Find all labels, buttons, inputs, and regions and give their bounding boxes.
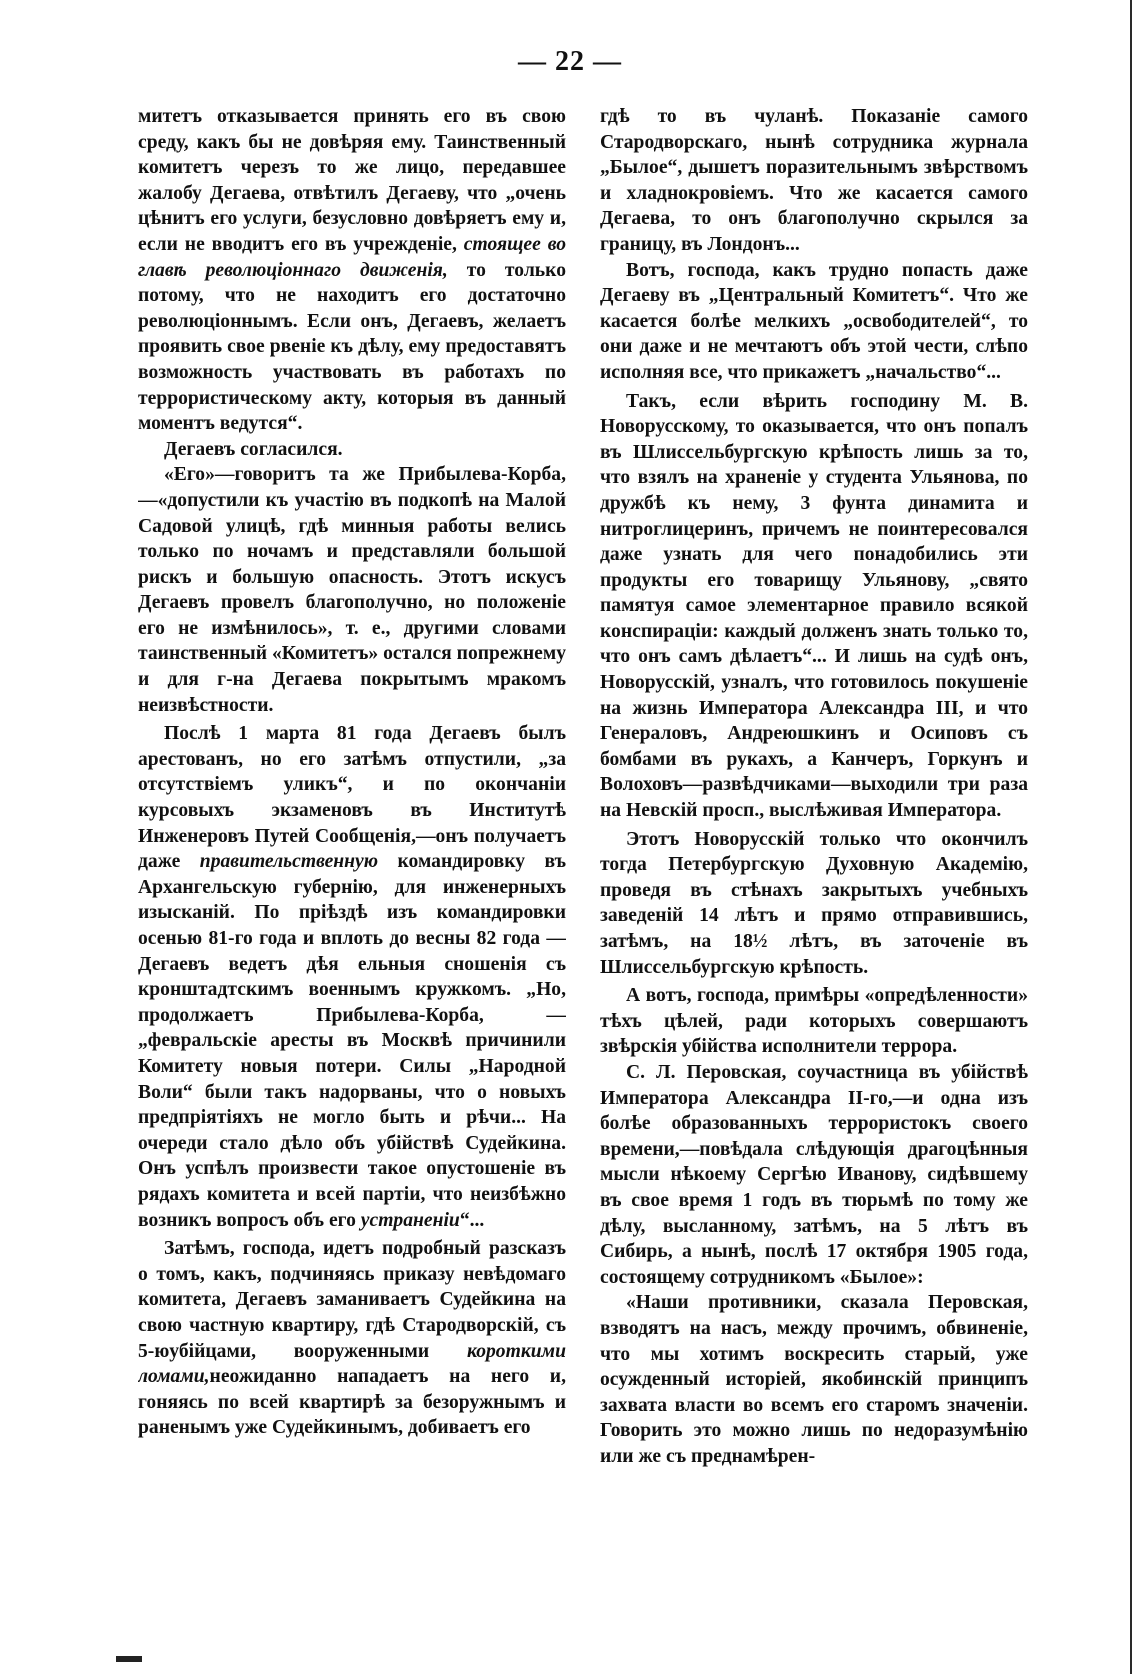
left-paragraph-1: митетъ отказывается принять его въ свою среду, какъ бы не довѣряя ему. Таинственный комитетъ черезъ то же лицо, передавшее жалобу Дегаева, отвѣтилъ Дегаеву, что „очень цѣнитъ его услуги, безусловно довѣряетъ ему и, если не вводитъ его въ учрежденіе, стоящее во главѣ революціоннаго движенія, то только потому, что не находитъ его достаточно революціоннымъ. Если онъ, Дегаевъ, желаетъ проявить свое рвеніе къ дѣлу, ему предоставятъ возможность участвовать въ работахъ по террористическому акту, которыя въ данный моментъ ведутся“.	[138, 106, 566, 435]
left-paragraph-3: «Его»—говоритъ та же Прибылева-Корба,—«допустили къ участію въ подкопѣ на Малой Садовой улицѣ, гдѣ минныя работы велись только по ночамъ и представляли большой рискъ и большую опасность. Этотъ искусъ Дегаевъ провелъ благополучно, но положеніе его не измѣнилось», т. е., другими словами таинственный «Комитетъ» остался попрежнему и для г-на Дегаева покрытымъ мракомъ неизвѣстности.	[138, 464, 566, 716]
right-paragraph-4: Этотъ Новорусскій только что окончилъ тогда Петербургскую Духовную Академію, проведя въ стѣнахъ закрытыхъ учебныхъ заведеній 14 лѣтъ и прямо отправившись, затѣмъ, на 18½ лѣтъ, въ заточеніе въ Шлиссельбургскую крѣпость.	[600, 828, 1028, 978]
text-columns	[138, 104, 1028, 1644]
right-paragraph-6: С. Л. Перовская, соучастница въ убійствѣ Императора Александра II-го,—и одна изъ болѣе образованныхъ террористокъ своего времени,—повѣдала слѣдующія драгоцѣнныя мысли нѣкоему Сергѣю Иванову, сидѣвшему въ свое время 1 годъ въ тюрьмѣ по тому же дѣлу, высланному, затѣмъ, на 5 лѣтъ въ Сибирь, а нынѣ, послѣ 17 октября 1905 года, состоящему сотрудникомъ «Былое»:	[600, 1061, 1028, 1288]
right-paragraph-1: гдѣ то въ чуланѣ. Показаніе самого Стародворскаго, нынѣ сотрудника журнала „Былое“, дышетъ поразительнымъ звѣрствомъ и хладнокровіемъ. Что же касается самого Дегаева, то онъ благополучно скрылся за границу, въ Лондонъ...	[600, 106, 1028, 255]
right-paragraph-5: А вотъ, господа, примѣры «опредѣленности» тѣхъ цѣлей, ради которыхъ совершаютъ звѣрскія убійства исполнители террора.	[600, 985, 1028, 1058]
scan-corner-mark	[116, 1656, 142, 1662]
scan-edge-line	[1130, 0, 1132, 1674]
left-paragraph-2: Дегаевъ согласился.	[164, 438, 343, 460]
left-paragraph-5: Затѣмъ, господа, идетъ подробный разсказъ о томъ, какъ, подчиняясь приказу невѣдомаго комитета, Дегаевъ заманиваетъ Судейкина на свою частную квартиру, гдѣ Стародворскій, съ 5-юубійцами, вооруженными короткими ломами,неожиданно нападаетъ на него и, гоняясь по всей квартирѣ за безоружнымъ и раненымъ уже Судейкинымъ, добиваетъ его	[138, 1238, 566, 1439]
right-paragraph-2: Вотъ, господа, какъ трудно попасть даже Дегаеву въ „Центральный Комитетъ“. Что же касается болѣе мелкихъ „освободителей“, то они даже и не мечтаютъ объ этой чести, слѣпо исполняя все, что прикажетъ „начальство“...	[600, 259, 1028, 383]
left-column	[138, 104, 566, 1644]
page-number: — 22 —	[518, 46, 622, 77]
right-column	[600, 104, 1028, 1644]
right-paragraph-3: Такъ, если вѣрить господину М. В. Новорусскому, то оказывается, что онъ попалъ въ Шлиссельбургскую крѣпость лишь за то, что взялъ на храненіе у студента Ульянова, по дружбѣ къ нему, 3 фунта динамита и нитроглицеринъ, причемъ не поинтересовался даже узнать для чего понадобились эти продукты его товарищу Ульянову, „свято памятуя самое элементарное правило всякой конспираціи: каждый долженъ знать только то, что онъ самъ дѣлаетъ“... И лишь на судѣ онъ, Новорусскій, узналъ, что готовилось покушеніе на жизнь Императора Александра III, и что Генераловъ, Андреюшкинъ и Осиповъ съ бомбами въ рукахъ, а Канчеръ, Горкунъ и Волоховъ—развѣдчиками—выходили три раза на Невскій просп., выслѣживая Императора.	[600, 390, 1028, 822]
right-paragraph-7: «Наши противники, сказала Перовская, взводятъ на насъ, между прочимъ, обвиненіе, что мы хотимъ воскресить старый, уже осужденный исторіей, якобинскій принципъ захвата власти во всемъ его старомъ значеніи. Говорить это можно лишь по недоразумѣнію или же съ преднамѣрен-	[600, 1292, 1028, 1467]
left-paragraph-4: Послѣ 1 марта 81 года Дегаевъ былъ арестованъ, но его затѣмъ отпустили, „за отсутствіемъ уликъ“, и по окончаніи курсовыхъ экзаменовъ въ Институтѣ Инженеровъ Путей Сообщенія,—онъ получаетъ даже правительственную командировку въ Архангельскую губернію, для инженерныхъ изысканій. По пріѣздѣ изъ командировки осенью 81-го года и вплоть до весны 82 года — Дегаевъ ведетъ дѣя ельныя сношенія съ кронштадтскимъ военнымъ кружкомъ. „Но, продолжаетъ Прибылева-Корба, — „февральскіе аресты въ Москвѣ причинили Комитету новыя потери. Силы „Народной Воли“ были такъ надорваны, что о новыхъ предпріятіяхъ не могло быть и рѣчи... На очереди стало дѣло объ убійствѣ Судейкина. Онъ успѣлъ произвести такое опустошеніе въ рядахъ комитета и всей партіи, что неизбѣжно возникъ вопросъ объ его устраненіи“...	[138, 723, 566, 1231]
